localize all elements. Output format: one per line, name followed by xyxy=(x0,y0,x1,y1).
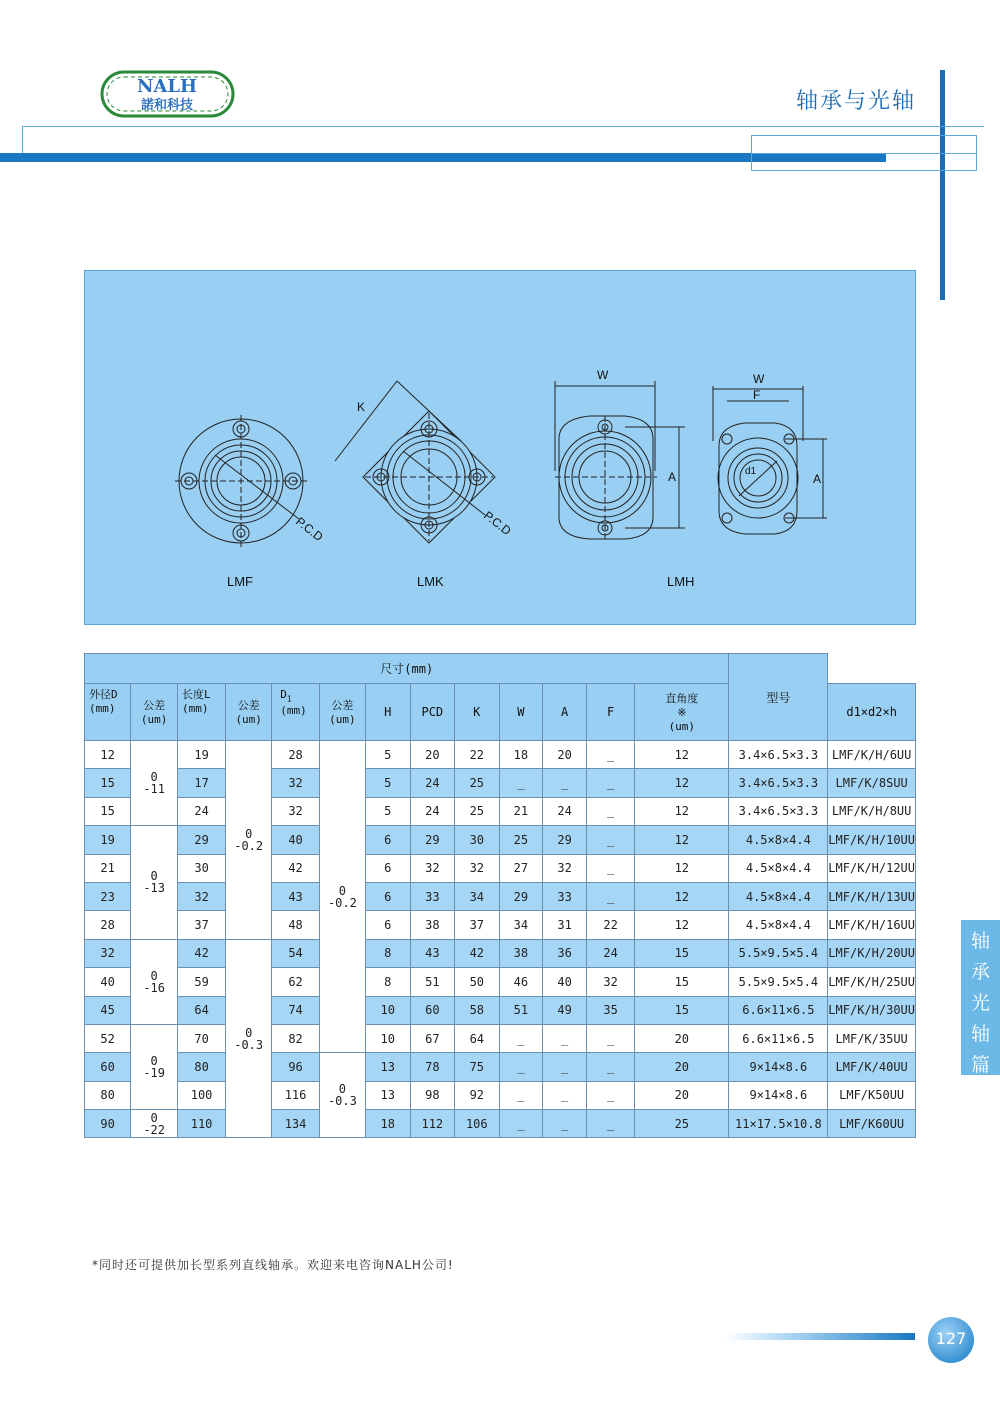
cell-model: LMF/K/H/6UU xyxy=(828,741,916,769)
cell-a: 32 xyxy=(543,854,587,882)
footer-note: *同时还可提供加长型系列直线轴承。欢迎来电咨询NALH公司! xyxy=(92,1258,454,1272)
cell-d1-tolerance: 0 -0.2 xyxy=(319,741,365,1053)
cell-a: _ xyxy=(543,1081,587,1109)
cell-bolt: 11×17.5×10.8 xyxy=(729,1110,828,1138)
table-row xyxy=(85,996,916,1024)
cell-d1-tolerance: 0 -0.3 xyxy=(319,1053,365,1138)
table-row xyxy=(85,1024,916,1052)
cell-k: 64 xyxy=(455,1024,499,1052)
cell-w: 27 xyxy=(499,854,543,882)
cell-model: LMF/K50UU xyxy=(828,1081,916,1109)
cell-w: 25 xyxy=(499,826,543,854)
cell-k: 32 xyxy=(455,854,499,882)
cell-perp: 20 xyxy=(635,1081,729,1109)
cell-d1: 32 xyxy=(272,797,320,825)
cell-k: 22 xyxy=(455,741,499,769)
cell-w: _ xyxy=(499,1053,543,1081)
cell-pcd: 29 xyxy=(410,826,454,854)
table-row xyxy=(85,1110,916,1138)
cell-k: 106 xyxy=(455,1110,499,1138)
cell-pcd: 43 xyxy=(410,939,454,967)
cell-bolt: 4.5×8×4.4 xyxy=(729,882,828,910)
cell-h: 5 xyxy=(365,741,410,769)
cell-w: _ xyxy=(499,1081,543,1109)
header-d-tol: 公差 (um) xyxy=(131,684,178,741)
cell-f: _ xyxy=(586,1110,634,1138)
w-label-side: W xyxy=(753,372,765,386)
a-label-lmh: A xyxy=(668,470,677,484)
lmh-label: LMH xyxy=(667,574,695,589)
header-f: F xyxy=(586,684,634,741)
cell-pcd: 33 xyxy=(410,882,454,910)
table-row xyxy=(85,741,916,769)
cell-pcd: 60 xyxy=(410,996,454,1024)
header-rule-tick xyxy=(22,126,23,154)
cell-h: 10 xyxy=(365,1024,410,1052)
cell-outer-d: 32 xyxy=(85,939,131,967)
nalh-logo xyxy=(100,70,235,118)
a-label-side: A xyxy=(813,472,822,486)
cell-w: 38 xyxy=(499,939,543,967)
cell-f: _ xyxy=(586,1081,634,1109)
table-row xyxy=(85,797,916,825)
lmh-drawing xyxy=(555,381,685,539)
table-row xyxy=(85,939,916,967)
cell-model: LMF/K/H/16UU xyxy=(828,911,916,939)
cell-bolt: 3.4×6.5×3.3 xyxy=(729,797,828,825)
cell-d1: 134 xyxy=(272,1110,320,1138)
cell-d1: 96 xyxy=(272,1053,320,1081)
cell-bolt: 3.4×6.5×3.3 xyxy=(729,769,828,797)
group-header: 尺寸(mm) xyxy=(85,654,729,684)
cell-w: 29 xyxy=(499,882,543,910)
cell-k: 75 xyxy=(455,1053,499,1081)
cell-bolt: 6.6×11×6.5 xyxy=(729,1024,828,1052)
header-outer-d: 外径D (mm) xyxy=(85,684,131,741)
cell-perp: 20 xyxy=(635,1024,729,1052)
cell-bolt: 4.5×8×4.4 xyxy=(729,911,828,939)
cell-f: 35 xyxy=(586,996,634,1024)
side-tab xyxy=(961,920,1000,1075)
cell-model: LMF/K/H/30UU xyxy=(828,996,916,1024)
cell-w: 21 xyxy=(499,797,543,825)
cell-d1: 48 xyxy=(272,911,320,939)
cell-h: 6 xyxy=(365,911,410,939)
table-row xyxy=(85,769,916,797)
cell-bolt: 6.6×11×6.5 xyxy=(729,996,828,1024)
cell-d1: 62 xyxy=(272,968,320,996)
header-d1: $D_1$ (mm) xyxy=(272,684,320,741)
cell-h: 5 xyxy=(365,797,410,825)
cell-pcd: 78 xyxy=(410,1053,454,1081)
cell-k: 37 xyxy=(455,911,499,939)
cell-d1: 43 xyxy=(272,882,320,910)
pcd-label-lmk: P.C.D xyxy=(481,508,514,539)
bearing-drawings xyxy=(85,271,917,626)
cell-h: 6 xyxy=(365,826,410,854)
cell-bolt: 5.5×9.5×5.4 xyxy=(729,968,828,996)
page-number: 127 xyxy=(928,1317,974,1363)
header-h: H xyxy=(365,684,410,741)
cell-a: 20 xyxy=(543,741,587,769)
cell-model: LMF/K/35UU xyxy=(828,1024,916,1052)
cell-pcd: 112 xyxy=(410,1110,454,1138)
header-pcd: PCD xyxy=(410,684,454,741)
cell-d-tolerance: 0 -11 xyxy=(131,741,178,826)
cell-length-l: 37 xyxy=(178,911,226,939)
cell-model: LMF/K/H/13UU xyxy=(828,882,916,910)
cell-bolt: 3.4×6.5×3.3 xyxy=(729,741,828,769)
cell-d-tolerance: 0 -13 xyxy=(131,826,178,940)
cell-length-l: 24 xyxy=(178,797,226,825)
cell-a: 31 xyxy=(543,911,587,939)
cell-f: _ xyxy=(586,741,634,769)
cell-d1: 28 xyxy=(272,741,320,769)
cell-outer-d: 45 xyxy=(85,996,131,1024)
header-k: K xyxy=(455,684,499,741)
cell-a: 40 xyxy=(543,968,587,996)
cell-perp: 12 xyxy=(635,854,729,882)
lmh-side-drawing xyxy=(713,386,827,534)
cell-length-l: 64 xyxy=(178,996,226,1024)
k-label: K xyxy=(357,400,366,414)
diagram-panel xyxy=(84,270,916,625)
cell-perp: 12 xyxy=(635,882,729,910)
table-row xyxy=(85,968,916,996)
cell-d1: 42 xyxy=(272,854,320,882)
cell-k: 42 xyxy=(455,939,499,967)
spec-table xyxy=(84,653,916,1138)
cell-f: _ xyxy=(586,882,634,910)
cell-h: 6 xyxy=(365,854,410,882)
table-row xyxy=(85,1053,916,1081)
cell-pcd: 24 xyxy=(410,769,454,797)
cell-a: _ xyxy=(543,1110,587,1138)
cell-k: 25 xyxy=(455,769,499,797)
cell-h: 13 xyxy=(365,1081,410,1109)
cell-d1: 82 xyxy=(272,1024,320,1052)
cell-f: 22 xyxy=(586,911,634,939)
cell-h: 8 xyxy=(365,939,410,967)
cell-a: 33 xyxy=(543,882,587,910)
cell-length-l: 59 xyxy=(178,968,226,996)
cell-d1: 40 xyxy=(272,826,320,854)
cell-length-l: 42 xyxy=(178,939,226,967)
cell-d-tolerance: 0 -19 xyxy=(131,1024,178,1109)
cell-d-tolerance: 0 -22 xyxy=(131,1110,178,1138)
footer-bar xyxy=(725,1333,915,1340)
cell-length-l: 32 xyxy=(178,882,226,910)
cell-d1: 32 xyxy=(272,769,320,797)
lmf-label: LMF xyxy=(227,574,253,589)
cell-d1: 54 xyxy=(272,939,320,967)
cell-model: LMF/K/H/12UU xyxy=(828,854,916,882)
cell-a: 49 xyxy=(543,996,587,1024)
cell-length-l: 29 xyxy=(178,826,226,854)
table-row xyxy=(85,911,916,939)
cell-perp: 20 xyxy=(635,1053,729,1081)
cell-k: 25 xyxy=(455,797,499,825)
header-perp: 直角度 ※ (um) xyxy=(635,684,729,741)
cell-perp: 12 xyxy=(635,826,729,854)
cell-length-l: 30 xyxy=(178,854,226,882)
section-title: 轴承与光轴 xyxy=(796,89,917,114)
cell-h: 8 xyxy=(365,968,410,996)
cell-f: _ xyxy=(586,826,634,854)
cell-d1: 116 xyxy=(272,1081,320,1109)
header-box-divider xyxy=(751,153,977,154)
cell-h: 13 xyxy=(365,1053,410,1081)
cell-outer-d: 23 xyxy=(85,882,131,910)
cell-f: 24 xyxy=(586,939,634,967)
cell-k: 50 xyxy=(455,968,499,996)
cell-outer-d: 60 xyxy=(85,1053,131,1081)
side-tab-char: 轴 xyxy=(970,1023,990,1045)
cell-w: 18 xyxy=(499,741,543,769)
side-tab-char: 光 xyxy=(970,992,990,1014)
cell-d-tolerance: 0 -16 xyxy=(131,939,178,1024)
cell-perp: 12 xyxy=(635,797,729,825)
cell-pcd: 98 xyxy=(410,1081,454,1109)
cell-k: 92 xyxy=(455,1081,499,1109)
cell-w: _ xyxy=(499,1110,543,1138)
header-model: 型号 xyxy=(729,654,828,741)
cell-f: 32 xyxy=(586,968,634,996)
cell-length-l: 80 xyxy=(178,1053,226,1081)
cell-w: 46 xyxy=(499,968,543,996)
cell-outer-d: 15 xyxy=(85,797,131,825)
cell-k: 58 xyxy=(455,996,499,1024)
cell-pcd: 67 xyxy=(410,1024,454,1052)
header-bolt: d1×d2×h xyxy=(828,684,916,741)
table-row xyxy=(85,1081,916,1109)
cell-w: 51 xyxy=(499,996,543,1024)
cell-perp: 15 xyxy=(635,968,729,996)
cell-outer-d: 21 xyxy=(85,854,131,882)
header-l-tol: 公差 (um) xyxy=(226,684,272,741)
cell-outer-d: 15 xyxy=(85,769,131,797)
cell-l-tolerance: 0 -0.2 xyxy=(226,741,272,940)
cell-l-tolerance: 0 -0.3 xyxy=(226,939,272,1138)
cell-length-l: 110 xyxy=(178,1110,226,1138)
cell-h: 6 xyxy=(365,882,410,910)
cell-f: _ xyxy=(586,1024,634,1052)
cell-outer-d: 12 xyxy=(85,741,131,769)
cell-model: LMF/K/H/20UU xyxy=(828,939,916,967)
cell-pcd: 32 xyxy=(410,854,454,882)
cell-model: LMF/K/H/8UU xyxy=(828,797,916,825)
cell-model: LMF/K/40UU xyxy=(828,1053,916,1081)
cell-a: _ xyxy=(543,1024,587,1052)
cell-outer-d: 52 xyxy=(85,1024,131,1052)
cell-a: 29 xyxy=(543,826,587,854)
side-tab-char: 篇 xyxy=(970,1054,990,1076)
cell-h: 5 xyxy=(365,769,410,797)
cell-f: _ xyxy=(586,854,634,882)
cell-model: LMF/K/8SUU xyxy=(828,769,916,797)
cell-f: _ xyxy=(586,769,634,797)
pcd-label-lmf: P.C.D xyxy=(293,514,326,545)
header-rule xyxy=(22,126,984,127)
lmk-label: LMK xyxy=(417,574,444,589)
cell-perp: 15 xyxy=(635,939,729,967)
cell-bolt: 4.5×8×4.4 xyxy=(729,854,828,882)
cell-pcd: 24 xyxy=(410,797,454,825)
f-label-side: F xyxy=(753,388,761,402)
table-row xyxy=(85,826,916,854)
cell-k: 34 xyxy=(455,882,499,910)
cell-perp: 12 xyxy=(635,911,729,939)
cell-perp: 15 xyxy=(635,996,729,1024)
cell-perp: 12 xyxy=(635,769,729,797)
cell-pcd: 20 xyxy=(410,741,454,769)
svg-text:NALH: NALH xyxy=(136,76,198,97)
cell-pcd: 51 xyxy=(410,968,454,996)
cell-bolt: 5.5×9.5×5.4 xyxy=(729,939,828,967)
lmf-drawing xyxy=(175,415,307,547)
table-row xyxy=(85,882,916,910)
header-d1-tol: 公差 (um) xyxy=(319,684,365,741)
cell-model: LMF/K60UU xyxy=(828,1110,916,1138)
header-length-l: 长度L (mm) xyxy=(178,684,226,741)
cell-perp: 12 xyxy=(635,741,729,769)
cell-bolt: 9×14×8.6 xyxy=(729,1081,828,1109)
cell-f: _ xyxy=(586,1053,634,1081)
cell-perp: 25 xyxy=(635,1110,729,1138)
cell-outer-d: 28 xyxy=(85,911,131,939)
cell-a: 36 xyxy=(543,939,587,967)
side-tab-char: 承 xyxy=(970,961,990,983)
cell-length-l: 19 xyxy=(178,741,226,769)
cell-k: 30 xyxy=(455,826,499,854)
cell-w: _ xyxy=(499,1024,543,1052)
cell-outer-d: 19 xyxy=(85,826,131,854)
cell-w: 34 xyxy=(499,911,543,939)
side-tab-char: 轴 xyxy=(970,930,990,952)
cell-outer-d: 80 xyxy=(85,1081,131,1109)
cell-a: _ xyxy=(543,1053,587,1081)
table-row xyxy=(85,854,916,882)
cell-model: LMF/K/H/10UU xyxy=(828,826,916,854)
cell-h: 18 xyxy=(365,1110,410,1138)
header-w: W xyxy=(499,684,543,741)
cell-bolt: 4.5×8×4.4 xyxy=(729,826,828,854)
cell-f: _ xyxy=(586,797,634,825)
cell-length-l: 70 xyxy=(178,1024,226,1052)
cell-outer-d: 40 xyxy=(85,968,131,996)
cell-w: _ xyxy=(499,769,543,797)
header-a: A xyxy=(543,684,587,741)
cell-pcd: 38 xyxy=(410,911,454,939)
d1-label: d1 xyxy=(745,466,757,477)
w-label-lmh: W xyxy=(597,368,609,382)
cell-h: 10 xyxy=(365,996,410,1024)
cell-length-l: 100 xyxy=(178,1081,226,1109)
svg-text:諾和科技: 諾和科技 xyxy=(140,98,194,113)
cell-a: _ xyxy=(543,769,587,797)
cell-d1: 74 xyxy=(272,996,320,1024)
cell-length-l: 17 xyxy=(178,769,226,797)
cell-outer-d: 90 xyxy=(85,1110,131,1138)
cell-model: LMF/K/H/25UU xyxy=(828,968,916,996)
cell-bolt: 9×14×8.6 xyxy=(729,1053,828,1081)
header-vertical-bar xyxy=(940,70,945,300)
cell-a: 24 xyxy=(543,797,587,825)
